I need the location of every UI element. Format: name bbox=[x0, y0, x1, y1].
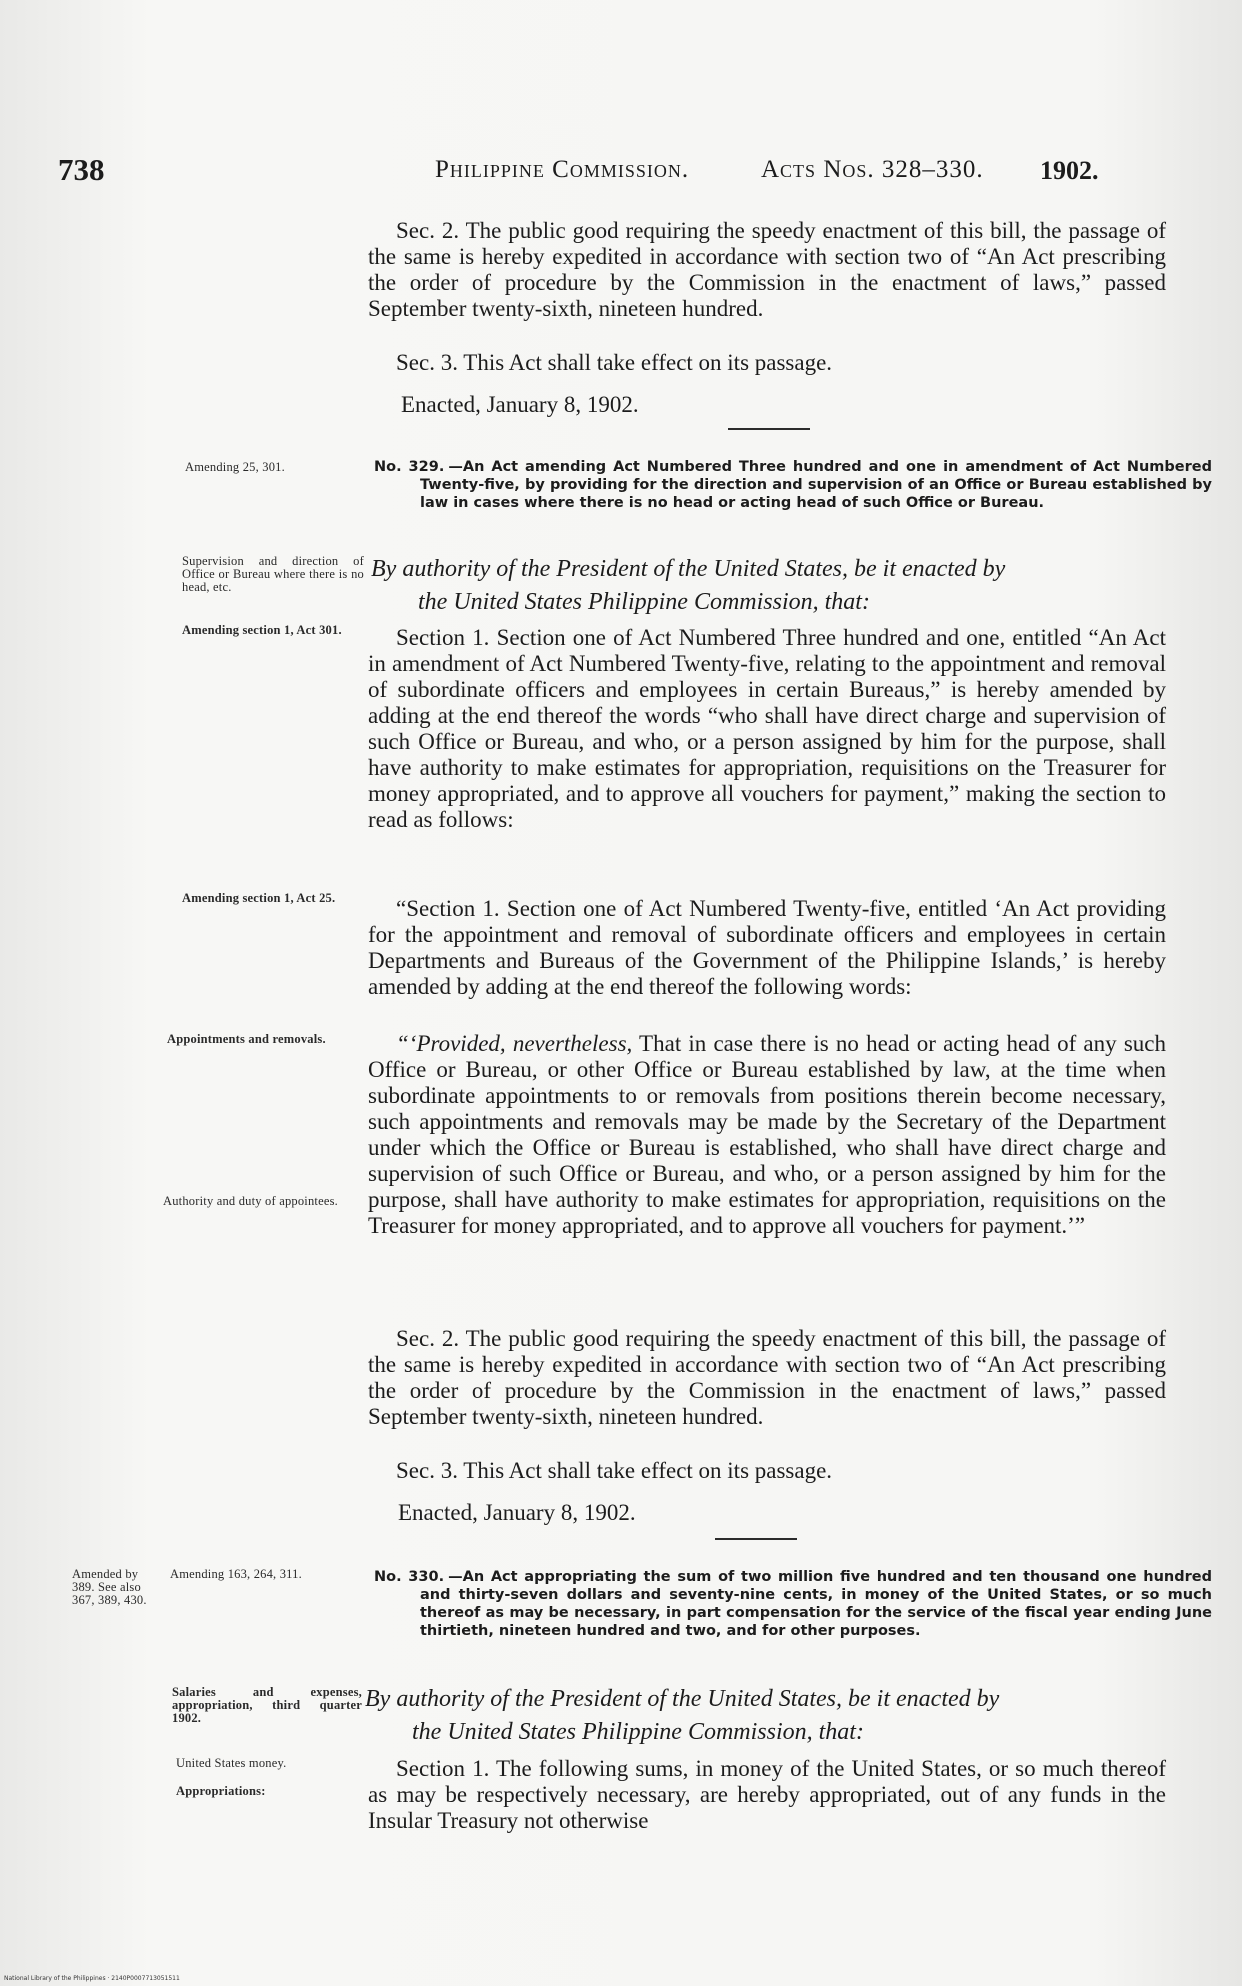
act328-sec2: Sec. 2. The public good requiring the speedy enactment of this bill, the passage of the same is hereby expedited in accordance with section two of “An Act prescribing the order of procedure by the Commission in the enactment of laws,” passed September twenty-sixth, nineteen hundred. bbox=[368, 218, 1166, 321]
acts-range: Acts Nos. 328–330. bbox=[761, 156, 984, 183]
margin-note-amended: Amended by 389. See also 367, 389, 430. bbox=[72, 1567, 147, 1607]
act328-sec3: Sec. 3. This Act shall take effect on its passage. bbox=[396, 350, 833, 375]
proviso-lead: “‘Provided, nevertheless, bbox=[396, 1031, 633, 1056]
section-divider bbox=[715, 1538, 797, 1540]
margin-note-section1: Amending section 1, Act 301. bbox=[182, 623, 342, 637]
act329-sec3: Sec. 3. This Act shall take effect on its passage. bbox=[396, 1458, 833, 1483]
scan-footer: National Library of the Philippines · 2140P0007713051511 bbox=[4, 1975, 180, 1982]
margin-note-appointments: Appointments and removals. bbox=[167, 1032, 326, 1046]
act329-proviso bbox=[368, 1031, 1166, 1239]
act329-section1: Section 1. Section one of Act Numbered Three hundred and one, entitled “An Act in amendment of Act Numbered Twenty-five, relating to the appointment and removal of subordinate officers and employees in certain Bureaus,” is hereby amended by adding at the end thereof the words “who shall have direct charge and supervision of such Office or Bureau, and who, or a person assigned by him for the purpose, shall have authority to make estimates for appropriation, requisitions on the Treasurer for money appropriated, and to approve all vouchers for payment,” making the section to read as follows: bbox=[368, 625, 1166, 832]
margin-note-money: United States money. bbox=[176, 1756, 287, 1770]
margin-note-amending-330: Amending 163, 264, 311. bbox=[170, 1567, 302, 1581]
act329-quoted-section: “Section 1. Section one of Act Numbered Twenty-five, entitled ‘An Act providing for the appointment and removal of subordinate officers and employees in certain Departments and Bureaus of the Government of the Philippine Islands,’ is hereby amended by adding at the end thereof the following words: bbox=[368, 896, 1166, 999]
margin-note-authority: Authority and duty of appointees. bbox=[163, 1194, 338, 1208]
act330-section1: Section 1. The following sums, in money of the United States, or so much thereof as may be respectively necessary, are hereby appropriated, out of any funds in the Insular Treasury not otherwise bbox=[368, 1756, 1166, 1833]
act328-enacted: Enacted, January 8, 1902. bbox=[401, 392, 639, 417]
running-title: Philippine Commission. bbox=[435, 156, 690, 183]
act330-enacting-clause bbox=[365, 1683, 1170, 1749]
act329-sec2: Sec. 2. The public good requiring the speedy enactment of this bill, the passage of the same is hereby expedited in accordance with section two of “An Act prescribing the order of procedure by the Commission in the enactment of laws,” passed September twenty-sixth, nineteen hundred. bbox=[368, 1326, 1166, 1429]
act329-enacted: Enacted, January 8, 1902. bbox=[398, 1500, 636, 1525]
proviso-text: That in case there is no head or acting head of any such Office or Bureau, or other Office or Bureau established by law, at the time when subordinate appointments to or removals from positions therein become necessary, such appointments and removals may be made by the Secretary of the Department under which the Office or Bureau is established, who shall have direct charge and supervision of such Office or Bureau, and who, or a person assigned by him for the purpose, shall have authority to make estimates for appropriation, requisitions on the Treasurer for money appropriated, and to approve all vouchers for payment.’” bbox=[368, 1031, 1166, 1238]
act330-title bbox=[374, 1568, 1212, 1640]
section-divider bbox=[728, 428, 810, 430]
act329-title bbox=[374, 458, 1212, 512]
act330-authority-line1: By authority of the President of the United States, be it enacted by bbox=[365, 1686, 1000, 1712]
act330-number: No. 330. bbox=[374, 1569, 445, 1585]
act330-authority-line2: the United States Philippine Commission, that: bbox=[412, 1719, 864, 1745]
margin-note-amending: Amending 25, 301. bbox=[185, 460, 285, 474]
page-number: 738 bbox=[58, 152, 105, 187]
page-header bbox=[58, 152, 1158, 192]
act329-authority-line2: the United States Philippine Commission, that: bbox=[418, 589, 870, 615]
margin-note-salaries: Salaries and expenses, appropriation, third quarter 1902. bbox=[172, 1685, 362, 1725]
margin-note-act25: Amending section 1, Act 25. bbox=[182, 891, 336, 905]
act329-title-text: —An Act amending Act Numbered Three hundred and one in amendment of Act Numbered Twenty-five, by providing for the direction and supervision of an Office or Bureau established by law in cases where there is no head or acting head of such Office or Bureau. bbox=[420, 459, 1212, 511]
act329-enacting-clause bbox=[371, 553, 1171, 619]
margin-note-supervision: Supervision and direction of Office or Bureau where there is no head, etc. bbox=[182, 554, 364, 594]
act329-number: No. 329. bbox=[374, 459, 445, 475]
year: 1902. bbox=[1040, 156, 1099, 185]
act329-authority-line1: By authority of the President of the United States, be it enacted by bbox=[371, 556, 1006, 582]
margin-note-appropriations: Appropriations: bbox=[176, 1784, 266, 1798]
act330-title-text: —An Act appropriating the sum of two million five hundred and ten thousand one hundred and thirty-seven dollars and seventy-nine cents, in money of the United States, or so much thereof as may be necessary, in part compensation for the service of the fiscal year ending June thirtieth, nineteen hundred and two, and for other purposes. bbox=[420, 1569, 1212, 1639]
